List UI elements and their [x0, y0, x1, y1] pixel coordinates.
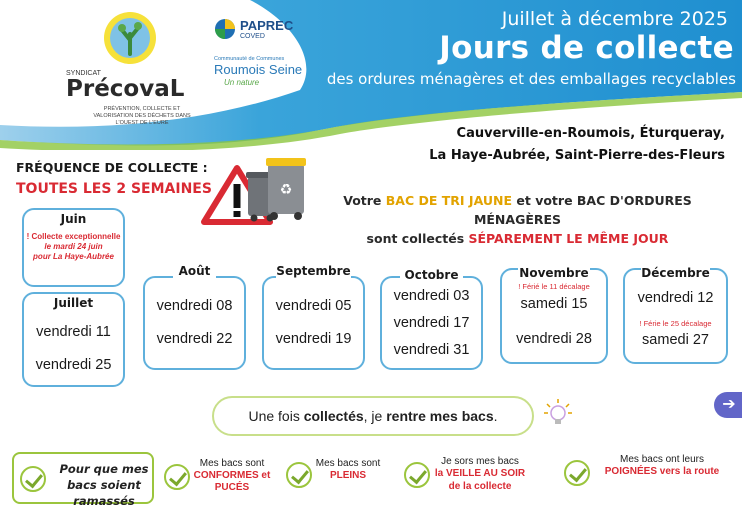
roumois-tag: Un nature	[224, 78, 260, 87]
reminder-part1: Une fois	[248, 408, 304, 424]
precoval-logo	[62, 8, 197, 128]
checkmark-icon	[20, 466, 46, 492]
month-name: Octobre	[400, 268, 463, 282]
collection-date: samedi 27	[642, 332, 709, 348]
precoval-syndicat: SYNDICAT	[66, 70, 101, 77]
month-card-juillet	[22, 292, 125, 387]
collection-date: vendredi 12	[637, 290, 714, 306]
reminder-bold2: rentre mes bacs	[386, 408, 494, 424]
month-name: Septembre	[276, 264, 351, 278]
roumois-name: Roumois Seine	[214, 62, 303, 77]
collection-date: vendredi 03	[393, 288, 470, 304]
header-subtitle: des ordures ménagères et des emballages recyclables	[326, 70, 736, 88]
holiday-note: ! Férié le 11 décalage	[518, 282, 590, 291]
recycling-bins-icon	[246, 156, 308, 222]
juin-note-1: ! Collecte exceptionnelle	[26, 232, 121, 241]
juin-note-2: le mardi 24 juin	[44, 242, 103, 251]
footer-item-1-title: Mes bacs sont	[199, 458, 265, 469]
bac-msg-yellow: BAC DE TRI JAUNE	[385, 193, 513, 208]
frequency-value: TOUTES LES 2 SEMAINES	[16, 181, 212, 197]
pour-text: Pour que mes bacs soient ramassés	[59, 462, 149, 508]
month-name: Juillet	[53, 296, 94, 310]
bac-msg-part2: et votre BAC D'ORDURES MÉNAGÈRES	[473, 193, 692, 227]
frequency-label: FRÉQUENCE DE COLLECTE :	[16, 160, 208, 175]
collection-date: vendredi 22	[156, 331, 233, 347]
juin-note	[26, 232, 121, 262]
month-name: Novembre	[519, 266, 589, 280]
checkmark-icon	[164, 464, 190, 490]
footer-item-2-title: Mes bacs sont	[315, 458, 381, 469]
checkmark-icon	[286, 462, 312, 488]
lightbulb-icon	[543, 398, 573, 428]
holiday-note: ! Férie le 25 décalage	[639, 319, 712, 328]
footer-item-3-red: la VEILLE AU SOIR	[434, 468, 526, 479]
month-name: Juin	[60, 212, 87, 226]
precoval-name: PrécovaL	[66, 76, 185, 102]
roumois-top: Communauté de Communes	[214, 56, 285, 62]
footer-item-3-extra: de la collecte	[448, 481, 512, 492]
month-name: Décembre	[641, 266, 710, 280]
collection-date: vendredi 05	[275, 298, 352, 314]
roumois-seine-logo	[214, 56, 314, 90]
precoval-tree-icon	[102, 10, 158, 66]
communes-line-1: Cauverville-en-Roumois, Éturqueray,	[456, 126, 725, 141]
svg-text:♻: ♻	[279, 182, 293, 198]
collection-date: vendredi 08	[156, 298, 233, 314]
paprec-sub: COVED	[240, 33, 265, 40]
collection-date: vendredi 17	[393, 315, 470, 331]
month-card-aout	[143, 264, 246, 370]
checkmark-icon	[564, 460, 590, 486]
month-card-decembre	[623, 268, 728, 364]
header-period: Juillet à décembre 2025	[501, 8, 728, 30]
collection-date: vendredi 28	[516, 331, 592, 347]
footer-item-1-red: CONFORMES et PUCÉS	[193, 470, 271, 493]
communes-line-2: La Haye-Aubrée, Saint-Pierre-des-Fleurs	[429, 148, 725, 163]
bac-msg-part1: Votre	[343, 193, 386, 208]
precoval-tagline: PRÉVENTION, COLLECTE ET VALORISATION DES DÉCHETS DANS L'OUEST DE L'EURE	[93, 106, 191, 126]
pour-box	[12, 452, 154, 508]
footer-item-4-title: Mes bacs ont leurs	[620, 454, 704, 465]
reminder-bold1: collectés	[303, 408, 364, 424]
chevron-right-icon[interactable]: ➔	[714, 392, 742, 418]
collection-date: vendredi 25	[35, 357, 112, 373]
paprec-icon	[214, 18, 236, 40]
juin-note-3: pour La Haye-Aubrée	[33, 252, 114, 261]
footer-item-2-red: PLEINS	[329, 470, 367, 481]
month-name: Août	[173, 264, 216, 278]
collection-date: vendredi 31	[393, 342, 470, 358]
month-card-novembre	[500, 268, 608, 364]
collection-date: vendredi 11	[36, 324, 111, 340]
paprec-name: PAPREC	[240, 18, 294, 33]
month-card-octobre	[380, 268, 483, 370]
month-card-juin	[22, 208, 125, 287]
bac-message	[305, 191, 730, 248]
footer-item-3-title: Je sors mes bacs	[441, 456, 519, 467]
checkmark-icon	[404, 462, 430, 488]
footer-item-4-red: POIGNÉES vers la route	[604, 466, 720, 477]
reminder-banner	[212, 396, 534, 436]
bac-msg-same-day: SÉPAREMENT LE MÊME JOUR	[468, 231, 669, 246]
bac-msg-part3: sont collectés	[366, 231, 469, 246]
reminder-part2: , je	[363, 408, 387, 424]
collection-date: vendredi 19	[275, 331, 352, 347]
paprec-logo	[214, 18, 304, 44]
month-card-septembre	[262, 264, 365, 370]
reminder-part3: .	[493, 408, 498, 424]
collection-date: samedi 15	[520, 296, 588, 312]
page-title: Jours de collecte	[439, 30, 734, 66]
